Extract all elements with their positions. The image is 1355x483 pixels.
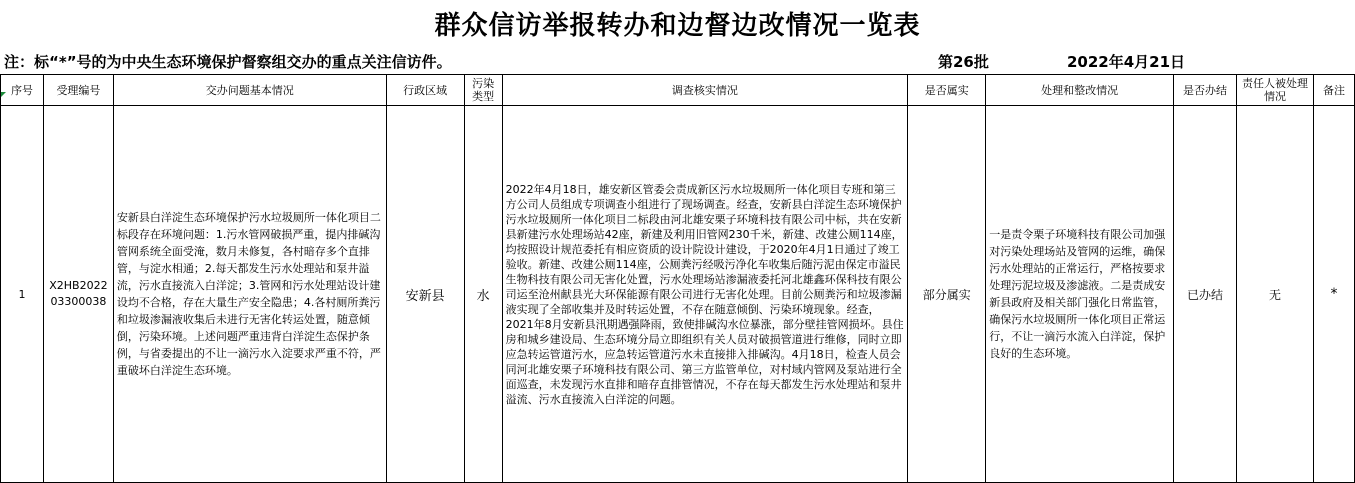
header-handling: 处理和整改情况: [986, 75, 1174, 106]
cell-pollution: 水: [464, 106, 502, 483]
cell-investigation: 2022年4月18日，雄安新区管委会责成新区污水垃圾厕所一体化项目专班和第三方公司人员组成专项调查小组进行了现场调查。经查，安新县白洋淀生态环境保护污水垃圾厕所一体化项目二标段由河北雄安栗子环境科技有限公司中标，共在安新县新建污水处理场站42座，新建及利用旧管网230千米，新建、改建公厕114座，均按照设计规范委托有相应资质的设计院设计建设，于2020年4月1日通过了竣工验收。新建、改建公厕114座，公厕粪污经吸污净化车收集后随污泥由保定市溢民生物科技有限公司无害化处置，污水处理场站渗漏液委托河北雄鑫环保科技有限公司运至沧州献县光大环保能源有限公司进行无害化处理。目前公厕粪污和垃圾渗漏液实现了全部收集并及时转运处置，不存在随意倾倒、污染环境现象。经查，2021年8月安新县汛期遇强降雨，致使排碱沟水位暴涨，部分壁挂管网损坏。县住房和城乡建设局、生态环境分局立即组织有关人员对破损管道进行维修，同时立即应急转运管道污水，应急转运管道污水未直接排入排碱沟。4月18日，检查人员会同河北雄安栗子环境科技有限公司、第三方监管单位，对村域内管网及泵站进行全面巡查，未发现污水直排和暗存直排管情况，不存在每天都发生污水处理站和泵井溢流、污水直接流入白洋淀的问题。: [502, 106, 908, 483]
cell-region: 安新县: [386, 106, 464, 483]
cell-remark: *: [1313, 106, 1354, 483]
note-text: 注：标“*”号的为中央生态环境保护督察组交办的重点关注信访件。: [4, 53, 452, 71]
cell-seq: 1: [1, 106, 44, 483]
batch-number: 第26批: [938, 53, 989, 71]
cell-accountability: 无: [1237, 106, 1314, 483]
header-pollution: 污染类型: [464, 75, 502, 106]
header-seq: 序号: [1, 75, 44, 106]
cell-verdict: 部分属实: [908, 106, 986, 483]
cell-handling: 一是责令栗子环境科技有限公司加强对污染处理场站及管网的运维，确保污水处理站的正常运行，严格按要求处理污泥垃圾及渗滤液。二是责成安新县政府及相关部门强化日常监管，确保污水垃圾厕所一体化项目正常运行，不让一滴污水流入白洋淀，保护良好的生态环境。: [986, 106, 1174, 483]
header-region: 行政区域: [386, 75, 464, 106]
cell-id: X2HB202203300038: [43, 106, 113, 483]
header-closed: 是否办结: [1174, 75, 1237, 106]
header-investigation: 调查核实情况: [502, 75, 908, 106]
page-title: 群众信访举报转办和边督边改情况一览表: [434, 10, 921, 41]
header-remark: 备注: [1313, 75, 1354, 106]
header-issue: 交办问题基本情况: [113, 75, 386, 106]
table-row: [1, 106, 1355, 483]
cell-issue: 安新县白洋淀生态环境保护污水垃圾厕所一体化项目二标段存在环境问题：1.污水管网破损严重，提内排碱沟管网系统全面受淹，数月未修复，各村暗存多个直排管，与淀水相通；2.每天都发生污水处理站和泵井溢流，污水直接流入白洋淀；3.管网和污水处理站设计建设均不合格，存在大量生产安全隐患；4.各村厕所粪污和垃圾渗漏液收集后未进行无害化转运处置，随意倾倒，污染环境。上述问题严重违背白洋淀生态保护条例，与省委提出的不让一滴污水入淀要求严重不符，严重破坏白洋淀生态环境。: [113, 106, 386, 483]
cell-closed: 已办结: [1174, 106, 1237, 483]
complaint-table: [0, 74, 1355, 483]
header-accountability: 责任人被处理情况: [1237, 75, 1314, 106]
note-row: [0, 46, 1355, 74]
header-id: 受理编号: [43, 75, 113, 106]
header-row: [1, 75, 1355, 106]
header-verdict: 是否属实: [908, 75, 986, 106]
report-date: 2022年4月21日: [1067, 53, 1186, 71]
